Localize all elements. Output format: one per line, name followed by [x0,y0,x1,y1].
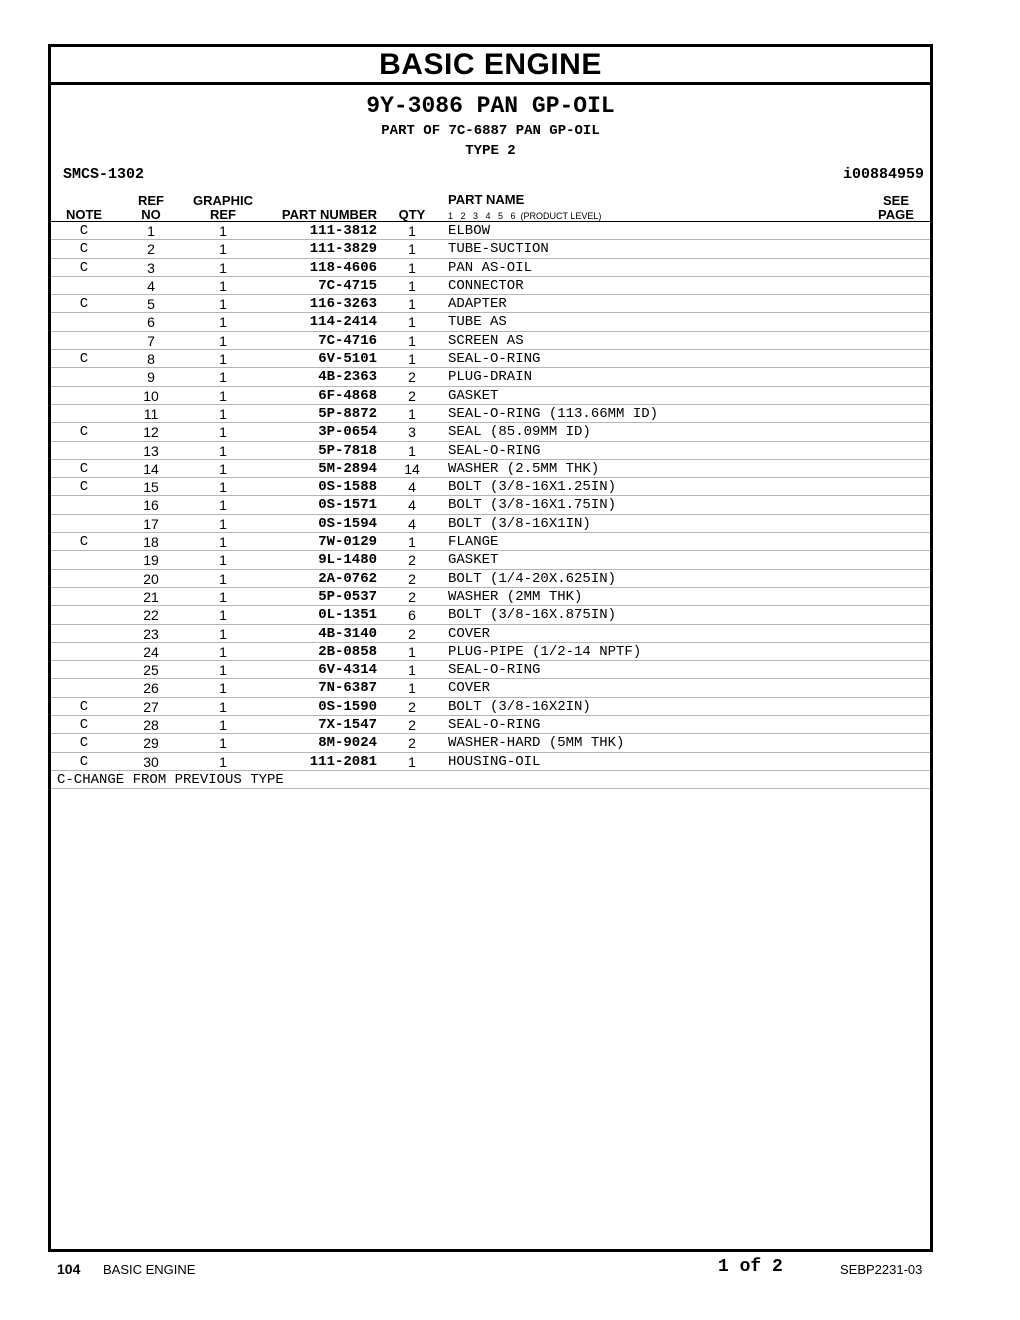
cell-part-number: 5P-7818 [318,442,377,459]
cell-part-name: BOLT (3/8-16X1.25IN) [448,479,617,496]
cell-graphic-ref: 1 [219,223,227,239]
table-row [51,240,930,258]
cell-part-number: 114-2414 [309,314,377,331]
cell-part-number: 0L-1351 [318,607,377,624]
cell-part-number: 5M-2894 [318,460,377,477]
cell-ref-no: 27 [143,698,159,715]
cell-ref-no: 29 [143,735,159,752]
table-row [51,625,930,643]
cell-qty: 4 [408,515,416,532]
cell-part-name: PAN AS-OIL [448,259,533,276]
group-header [51,85,930,161]
cell-part-number: 111-2081 [309,753,377,770]
cell-part-name: PLUG-DRAIN [448,369,533,386]
cell-qty: 2 [408,717,416,734]
table-row [51,350,930,368]
col-graphic-bottom: REF [210,207,236,222]
cell-graphic-ref: 1 [219,552,227,569]
cell-qty: 1 [408,241,416,258]
cell-ref-no: 12 [143,424,159,441]
page-footer [0,1256,1020,1286]
table-row [51,643,930,661]
cell-graphic-ref: 1 [219,625,227,642]
cell-part-name: COVER [448,625,491,642]
cell-part-number: 111-3812 [309,223,377,239]
col-part-name: PART NAME [448,192,525,207]
cell-ref-no: 11 [143,405,159,422]
cell-ref-no: 19 [143,552,159,569]
cell-part-name: ELBOW [448,223,491,239]
cell-part-number: 8M-9024 [318,735,377,752]
cell-part-name: BOLT (3/8-16X2IN) [448,698,591,715]
cell-graphic-ref: 1 [219,277,227,294]
cell-qty: 2 [408,735,416,752]
table-row [51,368,930,386]
page-title: BASIC ENGINE [379,48,602,81]
change-note-row [51,771,930,789]
cell-note: C [79,479,89,496]
col-graphic-top: GRAPHIC [193,193,253,208]
cell-part-name: BOLT (1/4-20X.625IN) [448,570,617,587]
cell-note: C [79,698,89,715]
cell-graphic-ref: 1 [219,332,227,349]
cell-part-number: 5P-8872 [318,405,377,422]
cell-part-number: 118-4606 [309,259,377,276]
cell-ref-no: 3 [147,259,155,276]
cell-part-name: COVER [448,680,491,697]
cell-qty: 4 [408,479,416,496]
col-part-number: PART NUMBER [281,207,377,222]
cell-part-number: 6V-5101 [318,351,377,368]
cell-part-name: GASKET [448,552,499,569]
part-of-line: PART OF 7C-6887 PAN GP-OIL [381,123,600,139]
smcs-code: SMCS-1302 [63,166,145,183]
cell-ref-no: 14 [143,460,159,477]
cell-part-name: SEAL-O-RING [448,662,541,679]
cell-part-number: 0S-1590 [318,698,377,715]
cell-qty: 1 [408,534,416,551]
cell-ref-no: 13 [143,442,159,459]
cell-part-name: WASHER (2.5MM THK) [448,460,600,477]
type-line: TYPE 2 [465,143,516,159]
cell-part-number: 2A-0762 [318,570,377,587]
cell-qty: 1 [408,223,416,239]
table-row [51,442,930,460]
cell-part-number: 0S-1594 [318,515,377,532]
cell-qty: 2 [408,570,416,587]
cell-ref-no: 16 [143,497,159,514]
cell-qty: 2 [408,387,416,404]
group-title: 9Y-3086 PAN GP-OIL [366,93,615,119]
col-see-bottom: PAGE [878,207,914,222]
cell-part-name: SEAL-O-RING [448,717,541,734]
cell-note: C [79,735,89,752]
cell-qty: 1 [408,296,416,313]
footer-section: BASIC ENGINE [103,1262,196,1277]
table-row [51,277,930,295]
cell-part-number: 6F-4868 [318,387,377,404]
column-header-row [51,193,930,222]
cell-graphic-ref: 1 [219,314,227,331]
cell-part-name: WASHER (2MM THK) [448,588,583,605]
cell-note: C [79,241,89,258]
cell-note: C [79,460,89,477]
cell-graphic-ref: 1 [219,497,227,514]
cell-part-number: 4B-3140 [318,625,377,642]
cell-ref-no: 8 [147,351,155,368]
table-row [51,515,930,533]
cell-graphic-ref: 1 [219,643,227,660]
cell-qty: 1 [408,405,416,422]
cell-part-name: ADAPTER [448,296,507,313]
cell-ref-no: 26 [143,680,159,697]
cell-part-number: 0S-1588 [318,479,377,496]
table-row [51,259,930,277]
cell-note: C [79,223,89,239]
cell-graphic-ref: 1 [219,460,227,477]
cell-graphic-ref: 1 [219,479,227,496]
cell-qty: 1 [408,259,416,276]
table-row [51,423,930,441]
cell-ref-no: 18 [143,534,159,551]
cell-ref-no: 2 [147,241,155,258]
cell-part-name: SCREEN AS [448,332,524,349]
cell-ref-no: 15 [143,479,159,496]
cell-part-number: 116-3263 [309,296,377,313]
cell-ref-no: 1 [147,223,155,239]
cell-qty: 1 [408,442,416,459]
cell-part-number: 6V-4314 [318,662,377,679]
cell-qty: 1 [408,753,416,770]
col-ref-top: REF [138,193,164,208]
table-row [51,405,930,423]
cell-graphic-ref: 1 [219,241,227,258]
col-product-level: 1 2 3 4 5 6 (PRODUCT LEVEL) [448,211,602,221]
cell-qty: 14 [404,460,420,477]
cell-qty: 1 [408,662,416,679]
col-see-top: SEE [882,193,909,208]
col-ref-bottom: NO [141,207,161,222]
cell-graphic-ref: 1 [219,662,227,679]
cell-graphic-ref: 1 [219,534,227,551]
cell-graphic-ref: 1 [219,424,227,441]
cell-part-name: CONNECTOR [448,277,524,294]
table-row [51,698,930,716]
cell-part-name: TUBE-SUCTION [448,241,549,258]
cell-graphic-ref: 1 [219,570,227,587]
cell-part-name: WASHER-HARD (5MM THK) [448,735,625,752]
parts-list-frame [48,44,933,1252]
cell-graphic-ref: 1 [219,753,227,770]
cell-part-number: 111-3829 [309,241,377,258]
cell-part-number: 4B-2363 [318,369,377,386]
cell-ref-no: 7 [147,332,155,349]
cell-part-number: 3P-0654 [318,424,377,441]
cell-ref-no: 9 [147,369,155,386]
cell-qty: 1 [408,680,416,697]
cell-qty: 2 [408,698,416,715]
table-row [51,332,930,350]
table-row [51,588,930,606]
cell-part-number: 9L-1480 [318,552,377,569]
cell-part-number: 0S-1571 [318,497,377,514]
cell-qty: 1 [408,314,416,331]
cell-part-name: BOLT (3/8-16X1.75IN) [448,497,617,514]
cell-part-name: SEAL-O-RING [448,351,541,368]
cell-qty: 1 [408,277,416,294]
table-row [51,460,930,478]
cell-graphic-ref: 1 [219,698,227,715]
cell-ref-no: 25 [143,662,159,679]
cell-note: C [79,259,89,276]
cell-part-number: 7N-6387 [318,680,377,697]
cell-graphic-ref: 1 [219,387,227,404]
cell-graphic-ref: 1 [219,259,227,276]
table-row [51,222,930,240]
cell-note: C [79,717,89,734]
cell-qty: 3 [408,424,416,441]
cell-qty: 4 [408,497,416,514]
cell-part-name: PLUG-PIPE (1/2-14 NPTF) [448,643,642,660]
cell-part-name: SEAL-O-RING [448,442,541,459]
table-row [51,478,930,496]
cell-graphic-ref: 1 [219,442,227,459]
cell-part-name: HOUSING-OIL [448,753,541,770]
cell-graphic-ref: 1 [219,735,227,752]
table-row [51,496,930,514]
cell-part-name: TUBE AS [448,314,507,331]
cell-ref-no: 17 [143,515,159,532]
cell-note: C [79,534,89,551]
col-qty: QTY [398,207,426,222]
table-row [51,679,930,697]
cell-note: C [79,351,89,368]
table-row [51,551,930,569]
cell-ref-no: 10 [143,387,159,404]
cell-qty: 2 [408,552,416,569]
cell-part-number: 7X-1547 [318,717,377,734]
cell-graphic-ref: 1 [219,607,227,624]
cell-graphic-ref: 1 [219,369,227,386]
cell-part-number: 7W-0129 [318,534,377,551]
cell-part-number: 5P-0537 [318,588,377,605]
table-row [51,716,930,734]
cell-graphic-ref: 1 [219,680,227,697]
cell-graphic-ref: 1 [219,717,227,734]
table-row [51,387,930,405]
doc-number: SEBP2231-03 [840,1262,923,1277]
cell-part-number: 7C-4716 [318,332,377,349]
cell-ref-no: 4 [147,277,155,294]
cell-qty: 1 [408,332,416,349]
cell-part-number: 2B-0858 [318,643,377,660]
cell-graphic-ref: 1 [219,405,227,422]
cell-ref-no: 30 [143,753,159,770]
cell-part-name: SEAL-O-RING (113.66MM ID) [448,405,659,422]
cell-graphic-ref: 1 [219,351,227,368]
cell-part-name: BOLT (3/8-16X.875IN) [448,607,617,624]
parts-table-body [51,222,930,789]
cell-ref-no: 24 [143,643,159,660]
cell-ref-no: 28 [143,717,159,734]
illustration-id: i00884959 [842,166,924,183]
cell-qty: 2 [408,588,416,605]
title-band [51,47,930,85]
cell-ref-no: 6 [147,314,155,331]
cell-qty: 1 [408,351,416,368]
table-row [51,570,930,588]
cell-ref-no: 22 [143,607,159,624]
cell-note: C [79,753,89,770]
cell-qty: 1 [408,643,416,660]
cell-note: C [79,296,89,313]
cell-ref-no: 5 [147,296,155,313]
page-number: 104 [57,1261,81,1277]
cell-qty: 2 [408,369,416,386]
cell-qty: 6 [408,607,416,624]
cell-part-name: SEAL (85.09MM ID) [448,424,591,441]
table-row [51,661,930,679]
cell-graphic-ref: 1 [219,588,227,605]
table-row [51,295,930,313]
table-row [51,753,930,771]
cell-part-name: GASKET [448,387,499,404]
cell-ref-no: 21 [143,588,159,605]
cell-part-name: BOLT (3/8-16X1IN) [448,515,591,532]
change-note: C-CHANGE FROM PREVIOUS TYPE [57,771,284,788]
table-row [51,533,930,551]
cell-qty: 2 [408,625,416,642]
table-row [51,313,930,331]
cell-note: C [79,424,89,441]
cell-graphic-ref: 1 [219,296,227,313]
cell-part-number: 7C-4715 [318,277,377,294]
table-row [51,606,930,624]
cell-graphic-ref: 1 [219,515,227,532]
page-of-count: 1 of 2 [718,1257,783,1277]
cell-ref-no: 23 [143,625,159,642]
cell-ref-no: 20 [143,570,159,587]
col-note: NOTE [65,207,103,222]
cell-part-name: FLANGE [448,534,499,551]
table-row [51,734,930,752]
